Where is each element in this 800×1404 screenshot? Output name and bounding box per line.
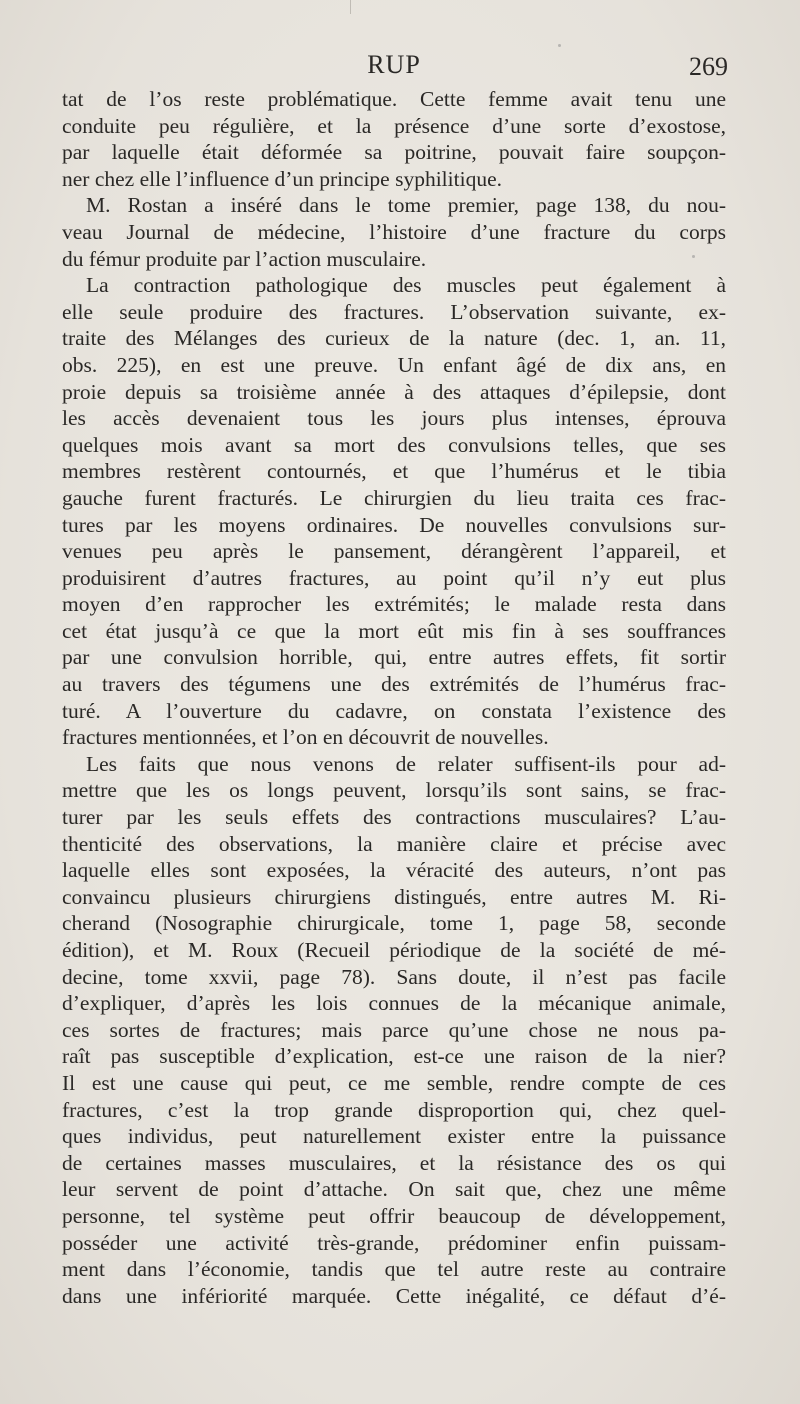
page-number: 269: [689, 52, 728, 81]
text-line: La contraction pathologique des muscles peut également à: [86, 273, 726, 298]
text-line: Il est une cause qui peut, ce me semble, rendre compte de ces: [62, 1070, 726, 1095]
text-line: cet état jusqu’à ce que la mort eût mis fin à ses souffrances: [62, 618, 726, 643]
text-line: elle seule produire des fractures. L’observation suivante, ex-: [62, 299, 726, 324]
text-line: ner chez elle l’influence d’un principe syphilitique.: [62, 166, 502, 191]
text-line: les accès devenaient tous les jours plus intenses, éprouva: [62, 406, 726, 431]
text-line: dans une infériorité marquée. Cette inégalité, ce défaut d’é-: [62, 1283, 726, 1308]
text-line: au travers des tégumens une des extrémités de l’humérus frac-: [62, 672, 726, 697]
text-line: posséder une activité très-grande, prédominer enfin puissam-: [62, 1230, 726, 1255]
text-line: conduite peu régulière, et la présence d’une sorte d’exostose,: [62, 113, 726, 138]
text-line: personne, tel système peut offrir beaucoup de développement,: [62, 1203, 726, 1228]
text-line: du fémur produite par l’action musculaire.: [62, 246, 427, 271]
text-line: produisirent d’autres fractures, au point qu’il n’y eut plus: [62, 565, 726, 590]
text-line: membres restèrent contournés, et que l’humérus et le tibia: [62, 459, 726, 484]
running-head: RUP: [367, 50, 421, 79]
text-line: decine, tome xxvii, page 78). Sans doute, il n’est pas facile: [62, 964, 726, 989]
text-line: turer par les seuls effets des contractions musculaires? L’au-: [62, 805, 726, 830]
text-line: veau Journal de médecine, l’histoire d’une fracture du corps: [62, 219, 726, 244]
text-line: fractures, c’est la trop grande disproportion qui, chez quel-: [62, 1097, 726, 1122]
text-line: obs. 225), en est une preuve. Un enfant âgé de dix ans, en: [62, 352, 726, 377]
text-line: de certaines masses musculaires, et la résistance des os qui: [62, 1150, 726, 1175]
text-line: ces sortes de fractures; mais parce qu’une chose ne nous pa-: [62, 1017, 726, 1042]
text-line: d’expliquer, d’après les lois connues de la mécanique animale,: [62, 991, 726, 1016]
text-line: turé. A l’ouverture du cadavre, on constata l’existence des: [62, 698, 726, 723]
text-line: ment dans l’économie, tandis que tel autre reste au contraire: [62, 1257, 726, 1282]
page-header: [60, 50, 728, 90]
text-line: raît pas susceptible d’explication, est-ce une raison de la nier?: [62, 1044, 726, 1069]
text-line: venues peu après le pansement, dérangèrent l’appareil, et: [62, 539, 726, 564]
text-line: quelques mois avant sa mort des convulsions telles, que ses: [62, 432, 726, 457]
text-line: par une convulsion horrible, qui, entre autres effets, fit sortir: [62, 645, 726, 670]
paper-mark: [350, 0, 351, 14]
text-line: ques individus, peut naturellement exister entre la puissance: [62, 1124, 726, 1149]
text-line: cherand (Nosographie chirurgicale, tome 1, page 58, seconde: [62, 911, 726, 936]
text-line: M. Rostan a inséré dans le tome premier, page 138, du nou-: [86, 193, 726, 218]
text-line: Les faits que nous venons de relater suffisent-ils pour ad-: [86, 751, 726, 776]
text-line: fractures mentionnées, et l’on en découvrit de nouvelles.: [62, 725, 549, 750]
text-line: convaincu plusieurs chirurgiens distingués, entre autres M. Ri-: [62, 884, 726, 909]
text-line: leur servent de point d’attache. On sait que, chez une même: [62, 1177, 726, 1202]
paper-speck: [558, 44, 561, 47]
text-line: par laquelle était déformée sa poitrine, pouvait faire soupçon-: [62, 140, 726, 165]
body-text: [62, 86, 726, 1309]
text-line: thenticité des observations, la manière claire et précise avec: [62, 831, 726, 856]
text-line: tat de l’os reste problématique. Cette femme avait tenu une: [62, 87, 726, 111]
text-line: mettre que les os longs peuvent, lorsqu’ils sont sains, se frac-: [62, 778, 726, 803]
text-line: gauche furent fracturés. Le chirurgien du lieu traita ces frac-: [62, 485, 726, 510]
text-line: édition), et M. Roux (Recueil périodique de la société de mé-: [62, 938, 726, 962]
text-line: proie depuis sa troisième année à des attaques d’épilepsie, dont: [62, 379, 726, 404]
text-line: moyen d’en rapprocher les extrémités; le malade resta dans: [62, 592, 726, 617]
text-line: laquelle elles sont exposées, la véracité des auteurs, n’ont pas: [62, 858, 726, 883]
text-line: tures par les moyens ordinaires. De nouvelles convulsions sur-: [62, 512, 726, 537]
text-line: traite des Mélanges des curieux de la nature (dec. 1, an. 11,: [62, 326, 726, 351]
